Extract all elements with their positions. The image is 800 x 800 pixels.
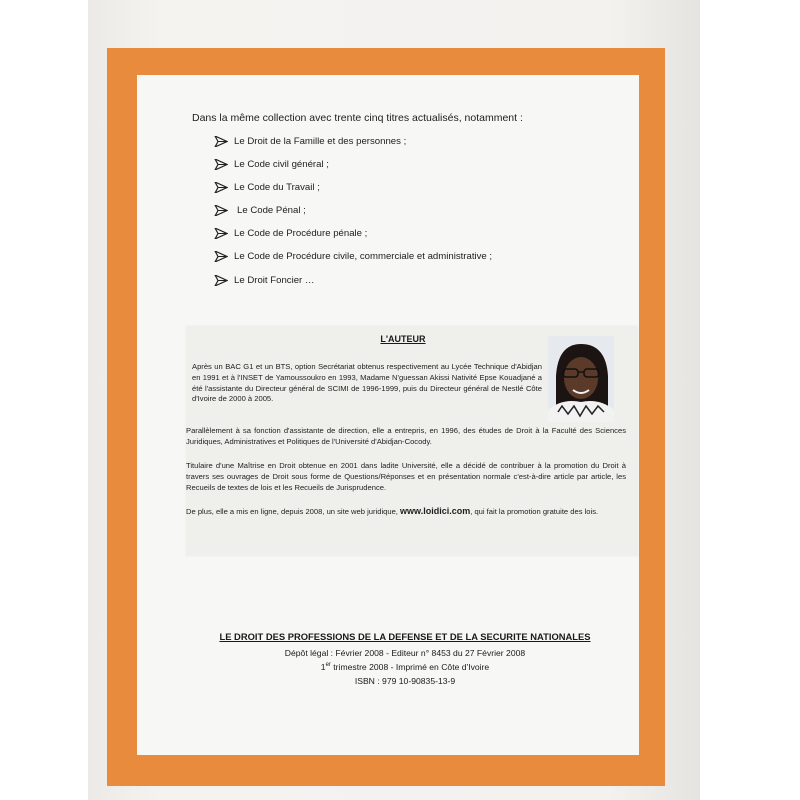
website-link[interactable]: www.loidici.com: [400, 506, 471, 516]
list-item: [214, 159, 492, 182]
website-text-after: , qui fait la promotion gratuite des lois.: [470, 507, 599, 516]
author-website-paragraph: [186, 506, 626, 518]
list-item-label: Le Code civil général ;: [234, 159, 329, 171]
collection-intro: Dans la même collection avec trente cinq titres actualisés, notamment :: [192, 112, 523, 124]
author-studies-paragraph: Parallèlement à sa fonction d'assistante de direction, elle a entrepris, en 1996, des études de Droit à la Faculté des Sciences Juridiques, Administratives et Politiques de l'Université d'Abidjan-Cocody.: [186, 426, 626, 446]
author-photo: [548, 336, 614, 422]
arrow-bullet-icon: [214, 182, 228, 193]
print-info-text: trimestre 2008 - Imprimé en Côte d'Ivoire: [330, 662, 490, 672]
quarter-ordinal: 1er: [320, 662, 331, 672]
website-text-before: De plus, elle a mis en ligne, depuis 2008, un site web juridique,: [186, 507, 401, 516]
arrow-bullet-icon: [214, 136, 228, 147]
quarter-ordinal-suffix: er: [325, 662, 331, 669]
portrait-image: [548, 336, 614, 422]
author-heading: L'AUTEUR: [380, 334, 426, 344]
list-item: [214, 228, 492, 251]
list-item-label: Le Code du Travail ;: [234, 182, 320, 194]
list-item-label: Le Code Pénal ;: [237, 205, 306, 217]
list-item: [214, 275, 492, 298]
collection-list: [214, 136, 492, 298]
arrow-bullet-icon: [214, 205, 228, 216]
list-item: [214, 136, 492, 159]
isbn: ISBN : 979 10-90835-13-9: [354, 676, 456, 686]
list-item: [214, 251, 492, 274]
arrow-bullet-icon: [214, 275, 228, 286]
list-item: [214, 205, 492, 228]
arrow-bullet-icon: [214, 251, 228, 262]
list-item-label: Le Code de Procédure pénale ;: [234, 228, 368, 240]
print-info: [200, 662, 610, 672]
list-item-label: Le Droit de la Famille et des personnes ;: [234, 136, 407, 147]
author-contribution-paragraph: Titulaire d'une Maîtrise en Droit obtenue en 2001 dans ladite Université, elle a décidé de contribuer à la promotion du Droit à travers ses ouvrages de Droit sous forme de Questions/Réponses et en présentation normale c'est-à-dire article par article, les Recueils de textes de lois et les Recueils de Jurisprudence.: [186, 461, 626, 492]
legal-deposit: Dépôt légal : Février 2008 - Editeur n° 8453 du 27 Février 2008: [284, 648, 526, 658]
list-item-label: Le Droit Foncier …: [234, 274, 315, 286]
author-bio-paragraph: Après un BAC G1 et un BTS, option Secrétariat obtenus respectivement au Lycée Technique d'Abidjan en 1991 et à l'INSET de Yamoussoukro en 1993, Madame N'guessan Akissi Nativité Epse Kouadjané a été l'assistante du Directeur général de SCIMI de 1996-1999, puis du Directeur général de Nestlé Côte d'Ivoire de 2000 à 2005.: [192, 362, 542, 404]
list-item-label: Le Code de Procédure civile, commerciale et administrative ;: [234, 251, 493, 263]
book-title: LE DROIT DES PROFESSIONS DE LA DEFENSE ET DE LA SECURITE NATIONALES: [219, 631, 591, 642]
list-item: [214, 182, 492, 205]
arrow-bullet-icon: [214, 159, 228, 170]
arrow-bullet-icon: [214, 228, 228, 239]
